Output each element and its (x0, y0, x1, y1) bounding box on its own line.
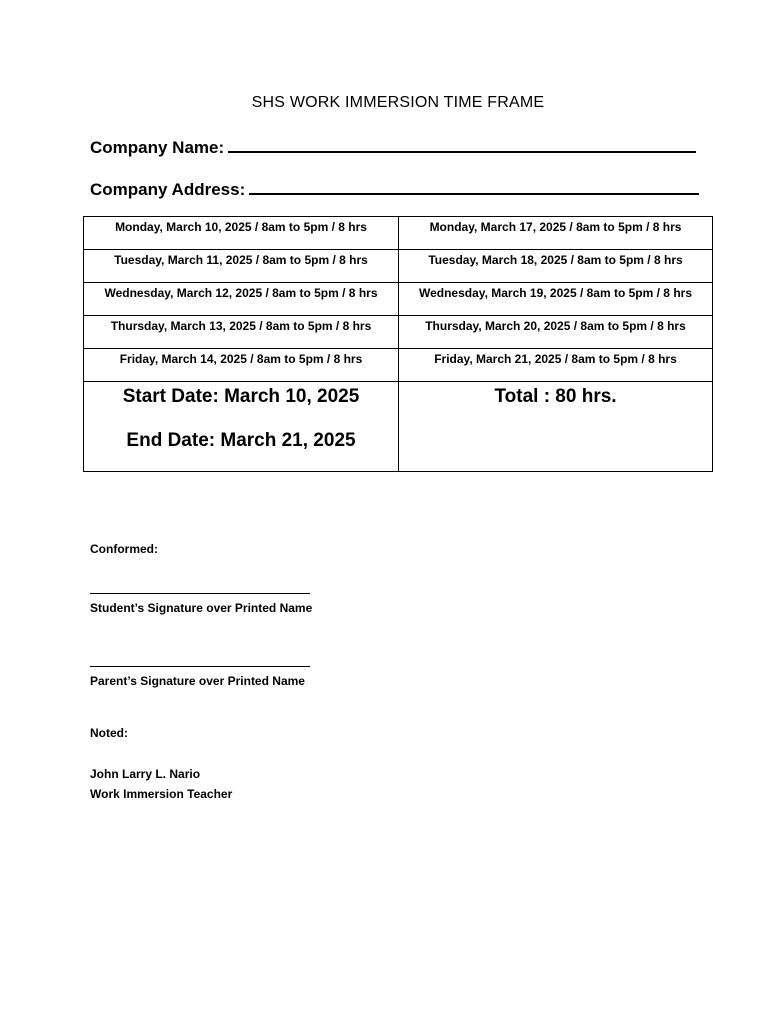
schedule-cell: Tuesday, March 11, 2025 / 8am to 5pm / 8 hrs (84, 250, 399, 283)
schedule-cell: Wednesday, March 19, 2025 / 8am to 5pm / 8 hrs (399, 283, 713, 316)
student-signature-label: Student’s Signature over Printed Name (90, 601, 313, 615)
student-signature-line (90, 593, 310, 594)
teacher-title: Work Immersion Teacher (90, 787, 233, 801)
company-address-blank (249, 177, 699, 195)
start-date: Start Date: March 10, 2025 (122, 386, 360, 407)
schedule-cell: Thursday, March 13, 2025 / 8am to 5pm / 8 hrs (84, 316, 399, 349)
schedule-table (83, 216, 713, 472)
date-range-cell (84, 382, 399, 472)
conformed-label: Conformed: (90, 542, 158, 556)
schedule-cell: Wednesday, March 12, 2025 / 8am to 5pm / 8 hrs (84, 283, 399, 316)
table-row (84, 283, 713, 316)
company-name-field (90, 135, 696, 158)
company-name-label: Company Name: (90, 138, 225, 157)
table-row (84, 250, 713, 283)
company-address-field (90, 177, 699, 200)
parent-signature-line (90, 666, 310, 667)
schedule-cell: Monday, March 17, 2025 / 8am to 5pm / 8 hrs (399, 217, 713, 250)
parent-signature-label: Parent’s Signature over Printed Name (90, 674, 305, 688)
total-hours-cell: Total : 80 hrs. (399, 382, 713, 472)
table-row (84, 316, 713, 349)
schedule-cell: Friday, March 14, 2025 / 8am to 5pm / 8 hrs (84, 349, 399, 382)
table-row (84, 349, 713, 382)
company-name-blank (228, 135, 696, 153)
document-title: SHS WORK IMMERSION TIME FRAME (251, 94, 545, 111)
summary-row (84, 382, 713, 472)
schedule-cell: Thursday, March 20, 2025 / 8am to 5pm / 8 hrs (399, 316, 713, 349)
table-row (84, 217, 713, 250)
schedule-cell: Friday, March 21, 2025 / 8am to 5pm / 8 hrs (399, 349, 713, 382)
noted-label: Noted: (90, 726, 128, 740)
end-date: End Date: March 21, 2025 (126, 430, 356, 451)
schedule-cell: Monday, March 10, 2025 / 8am to 5pm / 8 hrs (84, 217, 399, 250)
schedule-cell: Tuesday, March 18, 2025 / 8am to 5pm / 8 hrs (399, 250, 713, 283)
teacher-name: John Larry L. Nario (90, 767, 201, 781)
company-address-label: Company Address: (90, 180, 246, 199)
